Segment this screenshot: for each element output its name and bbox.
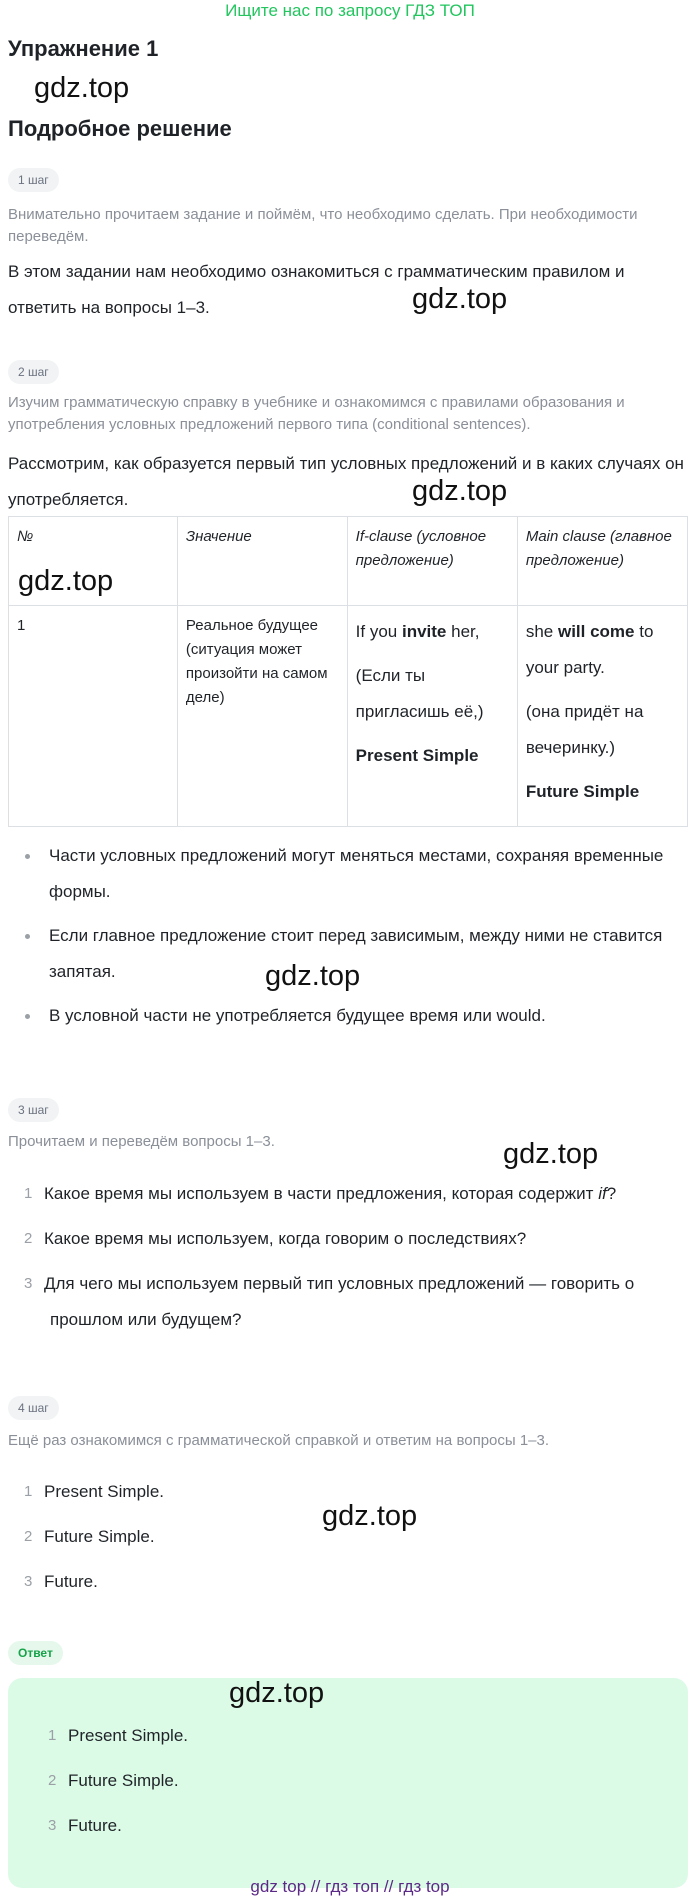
list-item: 3 Future. bbox=[24, 1572, 98, 1591]
watermark: gdz.top bbox=[265, 960, 361, 992]
footer-links[interactable]: gdz top // гдз топ // гдз top bbox=[250, 1877, 450, 1896]
rules-list bbox=[8, 838, 688, 1042]
main-tense: Future Simple bbox=[525, 782, 640, 801]
main-example: she will come to your party. bbox=[525, 622, 654, 677]
step-2-text: Рассмотрим, как образуется первый тип условных предложений и в каких случаях он употребляется. bbox=[8, 454, 684, 509]
watermark: gdz.top bbox=[34, 72, 130, 104]
table-cell-num: 1 bbox=[9, 606, 178, 827]
step-3-badge: 3 шаг bbox=[8, 1098, 59, 1122]
table-cell-main-clause bbox=[517, 606, 687, 827]
main-translation: (она придёт на вечеринку.) bbox=[525, 702, 644, 757]
watermark: gdz.top bbox=[229, 1677, 325, 1709]
step-3-hint: Прочитаем и переведём вопросы 1–3. bbox=[8, 1133, 275, 1150]
conditional-table bbox=[8, 516, 688, 827]
watermark: gdz.top bbox=[412, 283, 508, 315]
list-item: 2 Future Simple. bbox=[48, 1771, 179, 1790]
step-2-badge: 2 шаг bbox=[8, 360, 59, 384]
table-cell-meaning: Реальное будущее (ситуация может произойти на самом деле) bbox=[177, 606, 347, 827]
table-header-if-clause: If-clause (условное предложение) bbox=[347, 517, 517, 606]
table-header-num: № bbox=[9, 517, 178, 606]
list-item: 1 Present Simple. bbox=[24, 1482, 164, 1501]
list-item: 2 Future Simple. bbox=[24, 1527, 155, 1546]
list-item: 3 Для чего мы используем первый тип условных предложений — говорить о прошлом или будущем? bbox=[24, 1274, 635, 1329]
final-answers-list bbox=[32, 1718, 672, 1853]
list-item: 3 Future. bbox=[48, 1816, 122, 1835]
top-banner: Ищите нас по запросу ГДЗ ТОП bbox=[225, 1, 475, 20]
answer-badge: Ответ bbox=[8, 1641, 63, 1665]
answers-list bbox=[8, 1474, 688, 1609]
bullet-dot bbox=[25, 854, 30, 859]
step-1-text: В этом задании нам необходимо ознакомиться с грамматическим правилом и ответить на вопросы 1–3. bbox=[8, 262, 625, 317]
list-item: В условной части не употребляется будущее время или would. bbox=[8, 998, 688, 1034]
list-item: Части условных предложений могут меняться местами, сохраняя временные формы. bbox=[8, 838, 688, 910]
if-example: If you invite her, bbox=[355, 622, 480, 641]
step-4-hint: Ещё раз ознакомимся с грамматической справкой и ответим на вопросы 1–3. bbox=[8, 1432, 550, 1449]
if-translation: (Если ты пригласишь её,) bbox=[355, 666, 484, 721]
list-item: 1 Present Simple. bbox=[48, 1726, 188, 1745]
solution-title: Подробное решение bbox=[8, 116, 232, 141]
table-header-main-clause: Main clause (главное предложение) bbox=[517, 517, 687, 606]
questions-list bbox=[8, 1176, 688, 1347]
table-row bbox=[9, 606, 688, 827]
step-1-hint: Внимательно прочитаем задание и поймём, что необходимо сделать. При необходимости переведём. bbox=[8, 206, 638, 245]
step-4-badge: 4 шаг bbox=[8, 1396, 59, 1420]
list-item: 2 Какое время мы используем, когда говорим о последствиях? bbox=[24, 1229, 527, 1248]
watermark: gdz.top bbox=[18, 565, 114, 597]
watermark: gdz.top bbox=[322, 1500, 418, 1532]
list-item: Если главное предложение стоит перед зависимым, между ними не ставится запятая. bbox=[8, 918, 688, 990]
watermark: gdz.top bbox=[503, 1138, 599, 1170]
step-1-badge: 1 шаг bbox=[8, 168, 59, 192]
bullet-dot bbox=[25, 934, 30, 939]
list-item: 1 Какое время мы используем в части предложения, которая содержит if? bbox=[24, 1184, 617, 1203]
exercise-title: Упражнение 1 bbox=[8, 36, 159, 61]
table-header-meaning: Значение bbox=[177, 517, 347, 606]
step-2-hint: Изучим грамматическую справку в учебнике и ознакомимся с правилами образования и употребления условных предложений первого типа (conditional sentences). bbox=[8, 394, 625, 433]
table-cell-if-clause bbox=[347, 606, 517, 827]
watermark: gdz.top bbox=[412, 475, 508, 507]
bullet-dot bbox=[25, 1014, 30, 1019]
if-tense: Present Simple bbox=[355, 746, 479, 765]
